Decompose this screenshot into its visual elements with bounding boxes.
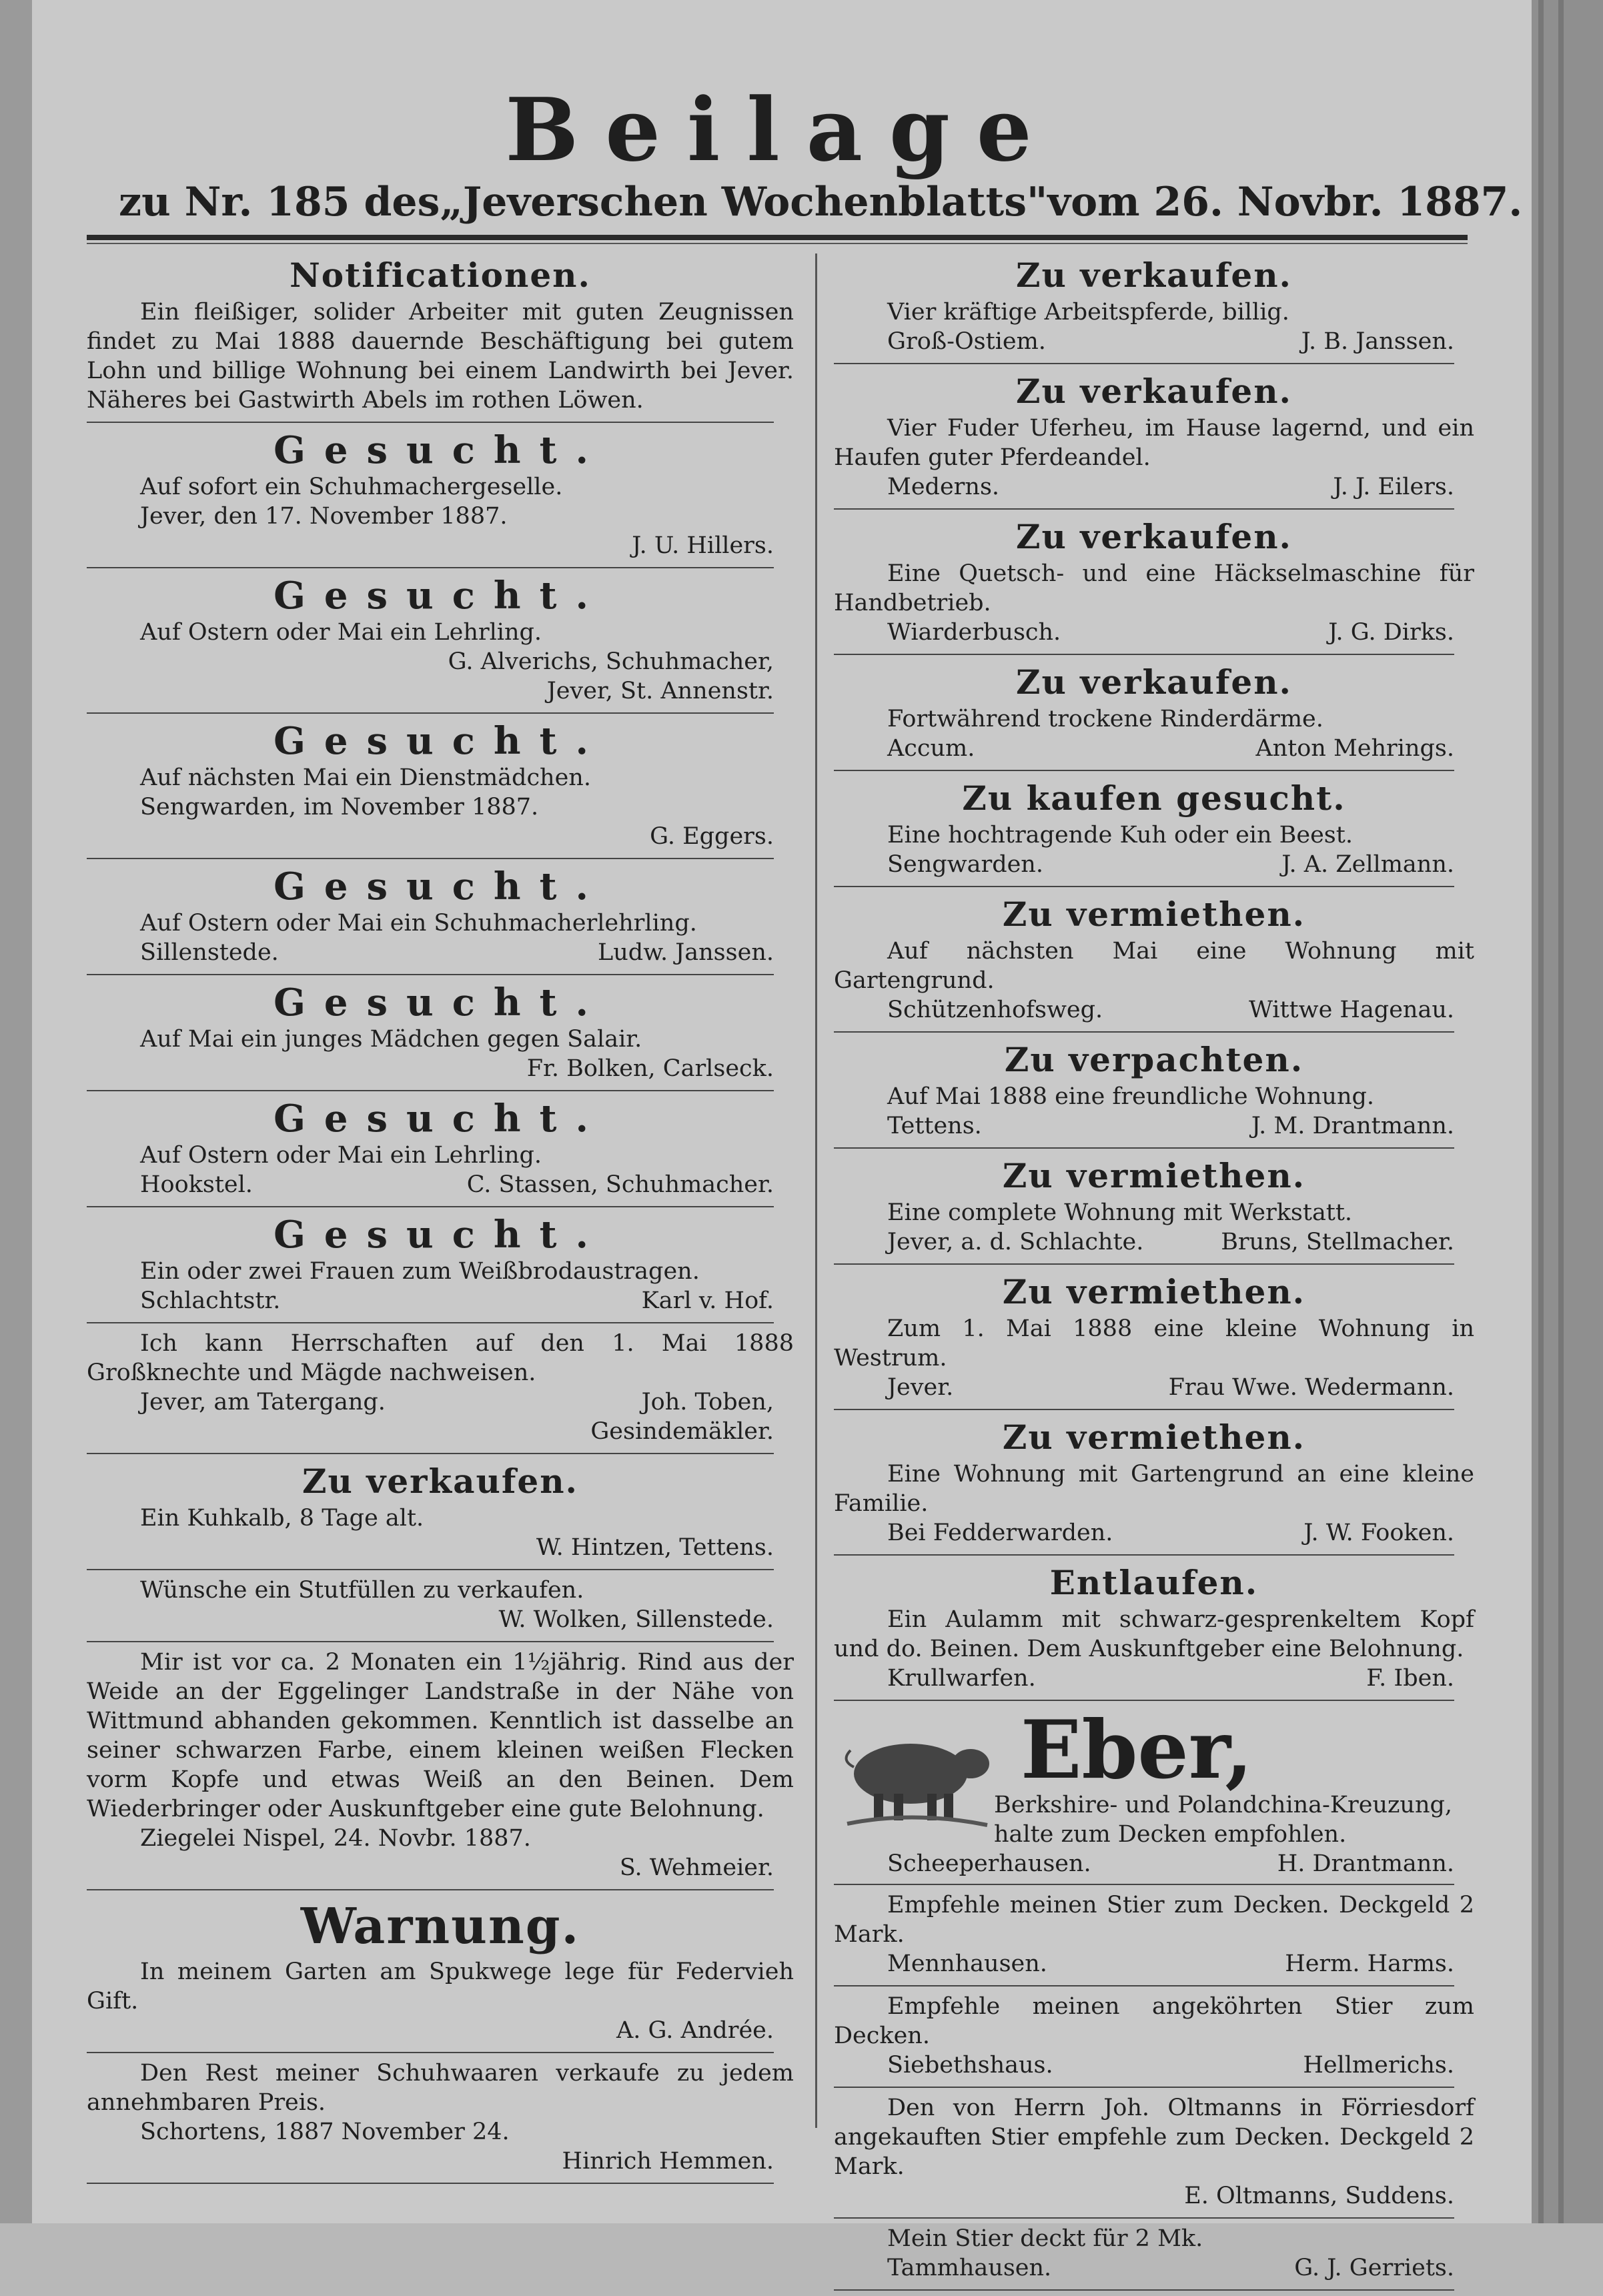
subtitle-issue: zu Nr. 185 des — [119, 179, 440, 225]
ad-heading: Zu verkaufen. — [1016, 255, 1292, 295]
ad-signature — [87, 1853, 794, 1882]
ad-text: Berkshire- und Polandchina-Kreuzung, halte zum Decken empfohlen. — [994, 1792, 1453, 1848]
masthead-rule — [87, 235, 1468, 240]
ad-text: Eine Quetsch- und eine Häckselmaschine für Handbetrieb. — [834, 560, 1474, 616]
ad-signature — [834, 1373, 1474, 1402]
subtitle-date: vom 26. Novbr. 1887. — [1047, 179, 1523, 225]
ad-separator — [834, 886, 1454, 887]
ad-signature — [834, 1518, 1474, 1548]
ad-text: Eine Wohnung mit Gartengrund an eine kleine Familie. — [834, 1461, 1474, 1517]
ad-text: Schortens, 1887 November 24. — [140, 2119, 510, 2145]
scan-margin-right — [1532, 0, 1603, 2223]
ad-place — [87, 1417, 140, 1446]
ad-text: Auf sofort ein Schuhmachergeselle. — [140, 474, 563, 500]
advertisement — [87, 1648, 794, 1882]
ad-signature — [834, 1849, 1474, 1878]
ad-separator — [87, 1322, 774, 1323]
left-column — [87, 253, 794, 2189]
masthead-rule-thin — [87, 243, 1468, 244]
ad-text: Ich kann Herrschaften auf den 1. Mai 1888 Großknechte und Mägde nachweisen. — [87, 1330, 794, 1386]
ad-advertiser: J. W. Fooken. — [1303, 1520, 1454, 1546]
ad-advertiser: A. G. Andrée. — [616, 2017, 774, 2044]
ad-heading: Gesucht. — [274, 428, 607, 472]
ad-place — [87, 647, 140, 676]
ad-text: Zum 1. Mai 1888 eine kleine Wohnung in Westrum. — [834, 1315, 1474, 1371]
advertisement — [834, 1154, 1474, 1257]
ad-separator — [834, 2289, 1454, 2291]
ad-text: Ein oder zwei Frauen zum Weißbrodaustragen. — [140, 1258, 700, 1285]
ad-text: Auf Mai ein junges Mädchen gegen Salair. — [140, 1026, 642, 1053]
page-edge-stripe — [1538, 0, 1544, 2223]
advertisement — [87, 1213, 794, 1315]
ad-place: Bei Fedderwarden. — [887, 1520, 1113, 1546]
ad-text: Jever, den 17. November 1887. — [140, 503, 508, 530]
ad-advertiser: J. M. Drantmann. — [1251, 1113, 1454, 1139]
advertisement — [834, 2224, 1474, 2283]
ad-signature — [834, 2181, 1474, 2211]
ad-text: Den Rest meiner Schuhwaaren verkaufe zu jedem annehmbaren Preis. — [87, 2060, 794, 2116]
ad-advertiser: Wittwe Hagenau. — [1248, 997, 1454, 1023]
ad-signature — [87, 2147, 794, 2176]
ad-place: Sengwarden. — [887, 851, 1043, 878]
ad-separator — [87, 1569, 774, 1570]
ad-text: Eine complete Wohnung mit Werkstatt. — [887, 1199, 1353, 1226]
ad-signature — [834, 1227, 1474, 1257]
ad-advertiser: Anton Mehrings. — [1255, 735, 1454, 762]
ad-place — [87, 1605, 140, 1634]
ad-signature — [834, 2051, 1474, 2080]
ad-separator — [834, 654, 1454, 655]
ad-separator — [87, 422, 774, 423]
ad-separator — [834, 1263, 1454, 1265]
ad-text: Mir ist vor ca. 2 Monaten ein 1½jährig. Rind aus der Weide an der Eggelinger Landstraße in der Nähe von Wittmund abhanden gekommen. Kenntlich ist dasselbe an seiner schwarzen Farbe, einem kleinen weißen Flecken vorm Kopfe und etwas Weiß an den Beinen. Dem Wiederbringer oder Auskunftgeber eine gute Belohnung. — [87, 1649, 794, 1822]
ad-separator — [87, 858, 774, 859]
ad-place — [834, 2181, 887, 2211]
advertisement — [87, 253, 794, 415]
ad-place: Scheeperhausen. — [887, 1850, 1091, 1877]
ad-advertiser: Hinrich Hemmen. — [562, 2148, 774, 2175]
ad-place — [87, 1054, 140, 1083]
advertisement — [834, 370, 1474, 502]
advertisement — [87, 981, 794, 1083]
ad-text: Fortwährend trockene Rinderdärme. — [887, 706, 1323, 732]
ad-separator — [834, 1554, 1454, 1556]
pig-illustration-icon — [834, 1710, 994, 1837]
ad-text: Ziegelei Nispel, 24. Novbr. 1887. — [140, 1825, 531, 1852]
ad-signature — [87, 531, 794, 560]
ad-signature — [834, 1111, 1474, 1141]
advertisement — [834, 515, 1474, 647]
ad-advertiser: Jever, St. Annenstr. — [546, 678, 774, 704]
eber-content — [994, 1703, 1474, 1849]
ad-signature — [834, 327, 1474, 356]
advertisement — [834, 660, 1474, 763]
advertisement — [834, 893, 1474, 1025]
ad-heading: Entlaufen. — [1049, 1563, 1259, 1602]
ad-advertiser: J. J. Eilers. — [1333, 474, 1454, 500]
ad-text: Ein Aulamm mit schwarz-gesprenkeltem Kopf und do. Beinen. Dem Auskunftgeber eine Belohnung. — [834, 1606, 1474, 1662]
ad-place: Groß-Ostiem. — [887, 328, 1046, 355]
ad-separator — [834, 1884, 1454, 1885]
ad-heading: Notificationen. — [290, 255, 591, 295]
ad-place: Mederns. — [887, 474, 1000, 500]
ad-signature — [87, 647, 794, 676]
ad-signature — [87, 2016, 794, 2045]
ad-heading: Zu vermiethen. — [1002, 1417, 1306, 1457]
ad-separator — [87, 1090, 774, 1091]
ad-advertiser: J. B. Janssen. — [1301, 328, 1454, 355]
ad-text: Mein Stier deckt für 2 Mk. — [887, 2225, 1203, 2252]
ad-signature — [834, 1664, 1474, 1693]
ad-separator — [834, 2087, 1454, 2088]
ad-advertiser: Joh. Toben, — [641, 1389, 774, 1415]
ad-text: Auf nächsten Mai eine Wohnung mit Gartengrund. — [834, 938, 1474, 994]
advertisement — [834, 253, 1474, 356]
ad-place — [87, 1533, 140, 1562]
ad-advertiser: Herm. Harms. — [1285, 1950, 1454, 1977]
ad-separator — [834, 770, 1454, 771]
ad-text: Auf nächsten Mai ein Dienstmädchen. — [140, 764, 591, 791]
ad-place: Schlachtstr. — [140, 1287, 281, 1314]
advertisement — [87, 1460, 794, 1562]
advertisement — [834, 1270, 1474, 1402]
advertisement — [834, 1890, 1474, 1978]
ad-signature — [834, 472, 1474, 502]
ad-signature — [87, 1605, 794, 1634]
advertisement — [834, 1561, 1474, 1693]
ad-signature — [87, 1387, 794, 1417]
advertisement — [87, 1097, 794, 1199]
ad-advertiser: J. U. Hillers. — [632, 532, 774, 559]
ad-advertiser: J. A. Zellmann. — [1281, 851, 1454, 878]
ad-advertiser: Frau Wwe. Wedermann. — [1168, 1374, 1454, 1401]
ad-signature — [87, 1054, 794, 1083]
ad-place: Hookstel. — [140, 1171, 253, 1198]
ad-signature — [834, 850, 1474, 879]
ad-separator — [834, 1031, 1454, 1033]
ad-signature — [87, 1170, 794, 1199]
ad-separator — [87, 567, 774, 568]
ad-advertiser: F. Iben. — [1366, 1665, 1454, 1692]
advertisement — [834, 776, 1474, 879]
ad-place: Wiarderbusch. — [887, 619, 1061, 646]
ad-place — [87, 2016, 140, 2045]
ad-text: Auf Ostern oder Mai ein Lehrling. — [140, 619, 542, 646]
ad-separator — [834, 1700, 1454, 1701]
ad-signature — [87, 1286, 794, 1315]
eber-advertisement — [834, 1703, 1474, 1849]
column-divider — [815, 253, 817, 2128]
ad-advertiser: G. Eggers. — [650, 823, 774, 850]
ad-heading: Zu vermiethen. — [1002, 1272, 1306, 1311]
ad-place — [87, 1853, 140, 1882]
ad-heading: Gesucht. — [274, 1097, 607, 1141]
ad-separator — [87, 2052, 774, 2053]
ad-advertiser: Gesindemäkler. — [590, 1418, 774, 1445]
ad-separator — [87, 712, 774, 714]
right-column — [834, 253, 1474, 2296]
ad-heading: Zu verkaufen. — [1016, 372, 1292, 411]
page-edge-stripe — [1558, 0, 1564, 2223]
ad-text: Auf Mai 1888 eine freundliche Wohnung. — [887, 1083, 1375, 1110]
ad-text: Ein Kuhkalb, 8 Tage alt. — [140, 1505, 424, 1532]
ad-place: Jever, am Tatergang. — [140, 1389, 386, 1415]
ad-advertiser: Bruns, Stellmacher. — [1221, 1229, 1454, 1255]
ad-text: Eine hochtragende Kuh oder ein Beest. — [887, 822, 1353, 848]
ad-heading: Zu verpachten. — [1004, 1040, 1304, 1079]
ad-advertiser: J. G. Dirks. — [1328, 619, 1454, 646]
advertisement — [87, 428, 794, 560]
ad-place: Accum. — [887, 735, 975, 762]
ad-text: Vier Fuder Uferheu, im Hause lagernd, und ein Haufen guter Pferdeandel. — [834, 415, 1474, 471]
scan-margin-left — [0, 0, 32, 2223]
ad-signature — [87, 1533, 794, 1562]
ad-advertiser: G. J. Gerriets. — [1294, 2255, 1454, 2281]
ad-signature — [87, 938, 794, 967]
ad-advertiser: G. Alverichs, Schuhmacher, — [448, 648, 774, 675]
ad-place — [87, 2147, 140, 2176]
ad-text: Den von Herrn Joh. Oltmanns in Förriesdorf angekauften Stier empfehle zum Decken. Deckgeld 2 Mark. — [834, 2095, 1474, 2180]
ad-place: Krullwarfen. — [887, 1665, 1036, 1692]
advertisement — [87, 574, 794, 706]
ad-separator — [87, 1453, 774, 1454]
advertisement — [87, 1576, 794, 1634]
advertisement — [834, 1038, 1474, 1141]
ad-separator — [87, 1206, 774, 1207]
ad-place: Jever, a. d. Schlachte. — [887, 1229, 1144, 1255]
ad-separator — [834, 1147, 1454, 1149]
ad-heading: Zu verkaufen. — [302, 1462, 578, 1501]
ad-place — [87, 676, 140, 706]
ad-heading: Gesucht. — [274, 719, 607, 763]
eber-title: Eber, — [1021, 1703, 1253, 1797]
advertisement — [834, 2093, 1474, 2211]
masthead-subtitle — [119, 179, 1523, 225]
ad-text: Sengwarden, im November 1887. — [140, 794, 539, 820]
ad-place: Sillenstede. — [140, 939, 279, 966]
advertisement — [834, 1415, 1474, 1548]
ad-advertiser: W. Hintzen, Tettens. — [536, 1534, 774, 1561]
ad-signature — [834, 995, 1474, 1025]
masthead-title: Beilage — [505, 79, 1059, 181]
ad-text: Empfehle meinen Stier zum Decken. Deckgeld 2 Mark. — [834, 1892, 1474, 1948]
ad-separator — [87, 974, 774, 975]
ad-advertiser: W. Wolken, Sillenstede. — [498, 1606, 774, 1633]
ad-place: Siebethshaus. — [887, 2052, 1053, 2079]
ad-signature — [834, 1949, 1474, 1978]
ad-place: Jever. — [887, 1374, 954, 1401]
ad-advertiser: H. Drantmann. — [1277, 1850, 1454, 1877]
ad-text: In meinem Garten am Spukwege lege für Federvieh Gift. — [87, 1958, 794, 2015]
ad-place: Tettens. — [887, 1113, 982, 1139]
ad-place: Mennhausen. — [887, 1950, 1047, 1977]
ad-advertiser: Karl v. Hof. — [641, 1287, 774, 1314]
advertisement — [87, 865, 794, 967]
advertisement — [834, 1992, 1474, 2080]
ad-heading: Gesucht. — [274, 981, 607, 1025]
ad-text: Ein fleißiger, solider Arbeiter mit guten Zeugnissen findet zu Mai 1888 dauernde Beschäftigung bei gutem Lohn und billige Wohnung bei einem Landwirth bei Jever. Näheres bei Gastwirth Abels im rothen Löwen. — [87, 299, 794, 414]
ad-text: Vier kräftige Arbeitspferde, billig. — [887, 299, 1289, 326]
ad-signature — [834, 2253, 1474, 2283]
ad-place — [87, 822, 140, 851]
ad-advertiser: S. Wehmeier. — [619, 1854, 774, 1881]
ad-separator — [87, 1641, 774, 1642]
ad-heading: Zu vermiethen. — [1002, 1156, 1306, 1195]
advertisement — [87, 719, 794, 851]
ad-place — [87, 531, 140, 560]
ad-separator — [87, 1889, 774, 1890]
ad-place: Tammhausen. — [887, 2255, 1052, 2281]
ad-advertiser: Fr. Bolken, Carlseck. — [526, 1055, 774, 1082]
ad-signature — [87, 1417, 794, 1446]
ad-heading: Zu kaufen gesucht. — [962, 778, 1346, 818]
ad-advertiser: E. Oltmanns, Suddens. — [1184, 2183, 1454, 2209]
advertisement — [87, 1329, 794, 1446]
ad-separator — [87, 2183, 774, 2184]
ad-heading: Warnung. — [300, 1898, 580, 1955]
ad-heading: Zu vermiethen. — [1002, 895, 1306, 934]
ad-signature — [834, 734, 1474, 763]
ad-heading: Zu verkaufen. — [1016, 517, 1292, 556]
ad-separator — [834, 1985, 1454, 1986]
subtitle-paper: „Jeverschen Wochenblatts" — [440, 179, 1048, 225]
ad-text: Auf Ostern oder Mai ein Schuhmacherlehrling. — [140, 910, 697, 937]
ad-heading: Gesucht. — [274, 574, 607, 618]
ad-signature — [834, 618, 1474, 647]
ad-signature — [87, 676, 794, 706]
ad-separator — [834, 2217, 1454, 2219]
ad-place: Schützenhofsweg. — [887, 997, 1103, 1023]
ad-text: Wünsche ein Stutfüllen zu verkaufen. — [140, 1577, 584, 1604]
ad-separator — [834, 508, 1454, 510]
ad-heading: Zu verkaufen. — [1016, 662, 1292, 702]
ad-advertiser: Hellmerichs. — [1303, 2052, 1454, 2079]
ad-heading: Gesucht. — [274, 1213, 607, 1257]
ad-signature — [87, 822, 794, 851]
ad-heading: Gesucht. — [274, 865, 607, 909]
ad-advertiser: C. Stassen, Schuhmacher. — [466, 1171, 774, 1198]
advertisement — [87, 1896, 794, 2045]
ad-text: Empfehle meinen angeköhrten Stier zum Decken. — [834, 1993, 1474, 2049]
ad-separator — [834, 363, 1454, 364]
advertisement — [87, 2059, 794, 2176]
ad-text: Auf Ostern oder Mai ein Lehrling. — [140, 1142, 542, 1169]
ad-separator — [834, 1409, 1454, 1410]
ad-advertiser: Ludw. Janssen. — [598, 939, 774, 966]
